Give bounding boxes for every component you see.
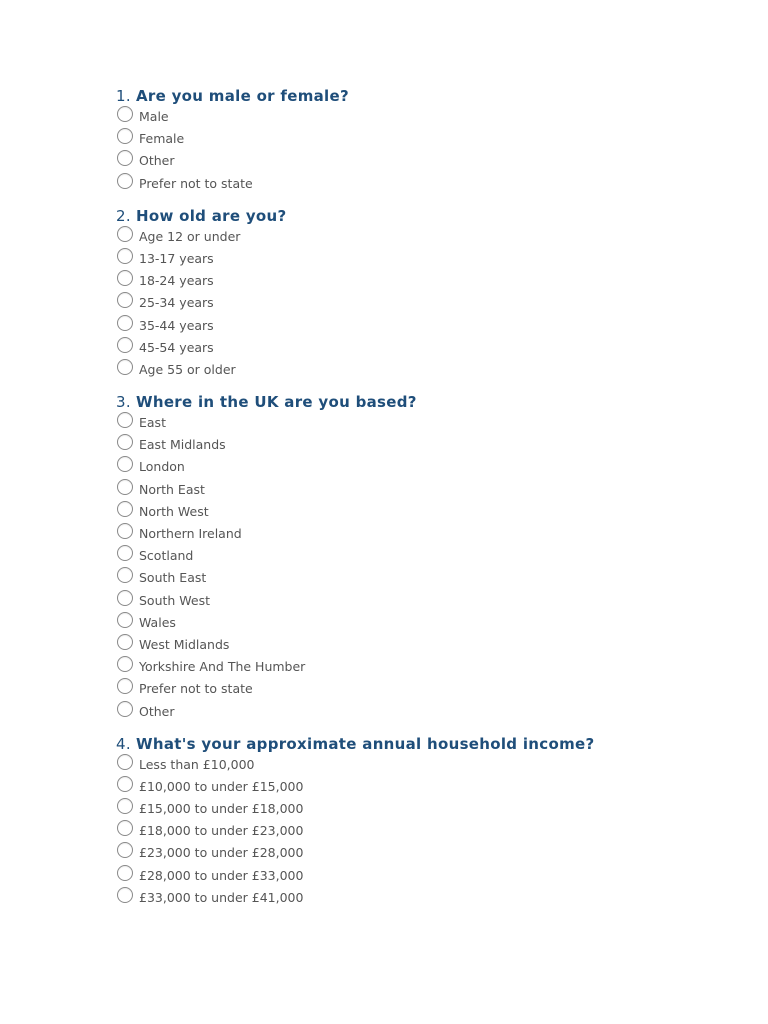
option-label: West Midlands <box>139 636 230 652</box>
option-row[interactable] <box>116 887 736 909</box>
question-1 <box>116 86 736 195</box>
option-label: Age 55 or older <box>139 361 236 377</box>
radio-button[interactable] <box>117 456 133 472</box>
radio-button[interactable] <box>117 248 133 264</box>
option-row[interactable] <box>116 270 736 292</box>
radio-button[interactable] <box>117 315 133 331</box>
option-row[interactable] <box>116 226 736 248</box>
option-row[interactable] <box>116 754 736 776</box>
option-label: 45-54 years <box>139 339 214 355</box>
question-3 <box>116 392 736 723</box>
question-title <box>116 392 736 412</box>
option-row[interactable] <box>116 337 736 359</box>
option-row[interactable] <box>116 359 736 381</box>
option-row[interactable] <box>116 612 736 634</box>
option-label: Age 12 or under <box>139 228 241 244</box>
option-list <box>116 226 736 381</box>
question-title <box>116 206 736 226</box>
option-label: Wales <box>139 614 176 630</box>
option-row[interactable] <box>116 820 736 842</box>
option-list <box>116 754 736 909</box>
radio-button[interactable] <box>117 678 133 694</box>
radio-button[interactable] <box>117 612 133 628</box>
option-row[interactable] <box>116 798 736 820</box>
option-label: Other <box>139 153 175 169</box>
radio-button[interactable] <box>117 590 133 606</box>
radio-button[interactable] <box>117 820 133 836</box>
question-number: 3. <box>116 393 131 412</box>
question-number: 2. <box>116 206 131 225</box>
option-label: Other <box>139 703 175 719</box>
radio-button[interactable] <box>117 865 133 881</box>
option-row[interactable] <box>116 523 736 545</box>
question-text: Where in the UK are you based? <box>136 393 417 412</box>
option-label: Prefer not to state <box>139 175 253 191</box>
option-label: Less than £10,000 <box>139 756 255 772</box>
option-row[interactable] <box>116 590 736 612</box>
radio-button[interactable] <box>117 776 133 792</box>
option-row[interactable] <box>116 315 736 337</box>
option-label: East Midlands <box>139 437 226 453</box>
radio-button[interactable] <box>117 842 133 858</box>
radio-button[interactable] <box>117 106 133 122</box>
option-row[interactable] <box>116 248 736 270</box>
option-label: 13-17 years <box>139 250 214 266</box>
option-row[interactable] <box>116 776 736 798</box>
radio-button[interactable] <box>117 359 133 375</box>
option-label: 25-34 years <box>139 295 214 311</box>
question-title <box>116 86 736 106</box>
option-label: Yorkshire And The Humber <box>139 659 306 675</box>
radio-button[interactable] <box>117 754 133 770</box>
option-label: London <box>139 459 185 475</box>
option-row[interactable] <box>116 567 736 589</box>
question-title <box>116 734 736 754</box>
radio-button[interactable] <box>117 337 133 353</box>
question-4 <box>116 734 736 909</box>
option-row[interactable] <box>116 656 736 678</box>
radio-button[interactable] <box>117 173 133 189</box>
option-row[interactable] <box>116 501 736 523</box>
radio-button[interactable] <box>117 479 133 495</box>
option-label: £28,000 to under £33,000 <box>139 867 304 883</box>
radio-button[interactable] <box>117 412 133 428</box>
option-list <box>116 106 736 195</box>
option-row[interactable] <box>116 678 736 700</box>
option-row[interactable] <box>116 150 736 172</box>
radio-button[interactable] <box>117 128 133 144</box>
option-label: £18,000 to under £23,000 <box>139 823 304 839</box>
option-label: £10,000 to under £15,000 <box>139 778 304 794</box>
option-row[interactable] <box>116 106 736 128</box>
radio-button[interactable] <box>117 887 133 903</box>
radio-button[interactable] <box>117 226 133 242</box>
radio-button[interactable] <box>117 270 133 286</box>
radio-button[interactable] <box>117 150 133 166</box>
radio-button[interactable] <box>117 434 133 450</box>
option-list <box>116 412 736 723</box>
option-row[interactable] <box>116 128 736 150</box>
question-number: 4. <box>116 734 131 753</box>
option-label: North East <box>139 481 205 497</box>
radio-button[interactable] <box>117 701 133 717</box>
question-text: Are you male or female? <box>136 87 349 105</box>
option-label: £15,000 to under £18,000 <box>139 801 304 817</box>
option-row[interactable] <box>116 479 736 501</box>
option-label: 18-24 years <box>139 273 214 289</box>
option-row[interactable] <box>116 842 736 864</box>
option-label: Scotland <box>139 548 194 564</box>
option-row[interactable] <box>116 412 736 434</box>
option-label: East <box>139 415 166 431</box>
option-row[interactable] <box>116 701 736 723</box>
question-text: What's your approximate annual household income? <box>136 734 595 753</box>
survey-form <box>116 86 736 909</box>
option-row[interactable] <box>116 434 736 456</box>
radio-button[interactable] <box>117 798 133 814</box>
option-label: South East <box>139 570 207 586</box>
option-label: South West <box>139 592 211 608</box>
radio-button[interactable] <box>117 523 133 539</box>
option-label: £33,000 to under £41,000 <box>139 889 304 905</box>
option-label: Northern Ireland <box>139 526 242 541</box>
radio-button[interactable] <box>117 656 133 672</box>
question-2 <box>116 206 736 381</box>
radio-button[interactable] <box>117 634 133 650</box>
option-row[interactable] <box>116 456 736 478</box>
radio-button[interactable] <box>117 292 133 308</box>
option-label: 35-44 years <box>139 317 214 333</box>
option-label: Prefer not to state <box>139 681 253 697</box>
option-label: Female <box>139 131 185 147</box>
option-row[interactable] <box>116 865 736 887</box>
question-number: 1. <box>116 87 131 105</box>
option-row[interactable] <box>116 545 736 567</box>
option-row[interactable] <box>116 292 736 314</box>
radio-button[interactable] <box>117 545 133 561</box>
option-row[interactable] <box>116 173 736 195</box>
option-label: £23,000 to under £28,000 <box>139 845 304 861</box>
option-label: Male <box>139 109 169 124</box>
radio-button[interactable] <box>117 501 133 517</box>
question-text: How old are you? <box>136 206 287 225</box>
option-label: North West <box>139 503 209 519</box>
radio-button[interactable] <box>117 567 133 583</box>
option-row[interactable] <box>116 634 736 656</box>
